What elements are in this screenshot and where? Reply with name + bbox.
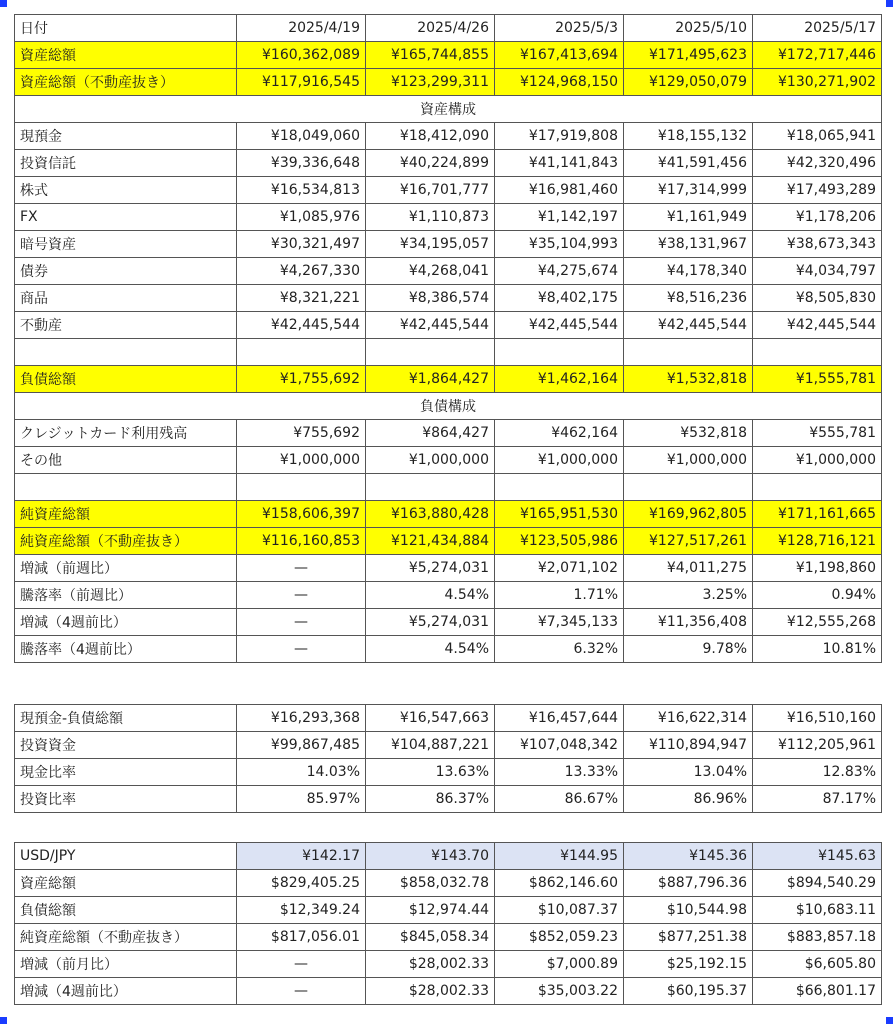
value-cell[interactable]: 6.32% xyxy=(495,636,624,663)
selection-corner-top-right[interactable] xyxy=(886,0,893,7)
header-date-cell[interactable]: 2025/5/3 xyxy=(495,15,624,42)
value-cell[interactable]: ¥4,034,797 xyxy=(753,258,882,285)
header-date-cell[interactable]: 2025/5/17 xyxy=(753,15,882,42)
value-cell[interactable]: ¥4,275,674 xyxy=(495,258,624,285)
value-cell[interactable]: ¥1,142,197 xyxy=(495,204,624,231)
value-cell[interactable]: 13.33% xyxy=(495,759,624,786)
value-cell[interactable]: ¥5,274,031 xyxy=(366,555,495,582)
row-label[interactable]: 資産総額 xyxy=(15,870,237,897)
value-cell[interactable]: $862,146.60 xyxy=(495,870,624,897)
value-cell[interactable]: ¥1,198,860 xyxy=(753,555,882,582)
liability-section-header-row xyxy=(15,393,882,420)
row-label[interactable]: 純資産総額 xyxy=(15,501,237,528)
value-cell[interactable]: $10,544.98 xyxy=(624,897,753,924)
row-label[interactable]: FX xyxy=(15,204,237,231)
empty-cell[interactable] xyxy=(495,474,624,501)
asset-row xyxy=(15,231,882,258)
usd-table xyxy=(14,842,882,1005)
value-cell[interactable]: ¥1,000,000 xyxy=(624,447,753,474)
value-cell[interactable]: $12,974.44 xyxy=(366,897,495,924)
change-row xyxy=(15,555,882,582)
empty-cell[interactable] xyxy=(495,339,624,366)
value-cell[interactable]: $28,002.33 xyxy=(366,978,495,1005)
value-cell[interactable]: ¥1,000,000 xyxy=(366,447,495,474)
value-cell[interactable]: ¥158,606,397 xyxy=(237,501,366,528)
row-label[interactable]: 現預金-負債総額 xyxy=(15,705,237,732)
value-cell[interactable]: 13.04% xyxy=(624,759,753,786)
value-cell[interactable]: $10,087.37 xyxy=(495,897,624,924)
row-label[interactable]: USD/JPY xyxy=(15,843,237,870)
usd-row xyxy=(15,978,882,1005)
value-cell[interactable]: 9.78% xyxy=(624,636,753,663)
change-row xyxy=(15,636,882,663)
value-cell[interactable]: ¥42,320,496 xyxy=(753,150,882,177)
value-cell[interactable]: ¥5,274,031 xyxy=(366,609,495,636)
empty-cell[interactable] xyxy=(753,474,882,501)
empty-cell[interactable] xyxy=(366,474,495,501)
row-label[interactable]: 負債総額 xyxy=(15,366,237,393)
row-label[interactable]: クレジットカード利用残高 xyxy=(15,420,237,447)
ratio-row xyxy=(15,786,882,813)
header-date-cell[interactable]: 2025/4/26 xyxy=(366,15,495,42)
value-cell[interactable]: ¥16,293,368 xyxy=(237,705,366,732)
empty-row xyxy=(15,339,882,366)
value-cell[interactable]: — xyxy=(237,582,366,609)
value-cell[interactable]: ¥755,692 xyxy=(237,420,366,447)
empty-cell[interactable] xyxy=(237,339,366,366)
row-label[interactable]: その他 xyxy=(15,447,237,474)
value-cell[interactable]: $852,059.23 xyxy=(495,924,624,951)
row-label[interactable]: 商品 xyxy=(15,285,237,312)
value-cell[interactable]: ¥12,555,268 xyxy=(753,609,882,636)
value-cell[interactable]: ¥1,864,427 xyxy=(366,366,495,393)
asset-row xyxy=(15,285,882,312)
value-cell[interactable]: $12,349.24 xyxy=(237,897,366,924)
value-cell[interactable]: ¥1,000,000 xyxy=(237,447,366,474)
value-cell[interactable]: ¥110,894,947 xyxy=(624,732,753,759)
net-assets-row xyxy=(15,501,882,528)
row-label[interactable]: 純資産総額（不動産抜き） xyxy=(15,528,237,555)
ratio-table xyxy=(14,704,882,813)
fx-rate-row xyxy=(15,843,882,870)
value-cell[interactable]: ¥864,427 xyxy=(366,420,495,447)
value-cell[interactable]: ¥16,457,644 xyxy=(495,705,624,732)
empty-row xyxy=(15,474,882,501)
row-label[interactable]: 資産総額 xyxy=(15,42,237,69)
asset-row xyxy=(15,150,882,177)
value-cell[interactable]: ¥42,445,544 xyxy=(495,312,624,339)
value-cell[interactable]: — xyxy=(237,555,366,582)
row-label[interactable]: 株式 xyxy=(15,177,237,204)
value-cell[interactable]: 1.71% xyxy=(495,582,624,609)
value-cell[interactable]: ¥124,968,150 xyxy=(495,69,624,96)
value-cell[interactable]: ¥462,164 xyxy=(495,420,624,447)
row-label[interactable]: 騰落率（前週比） xyxy=(15,582,237,609)
liability-row xyxy=(15,447,882,474)
empty-cell[interactable] xyxy=(624,339,753,366)
header-row xyxy=(15,15,882,42)
value-cell[interactable]: ¥1,000,000 xyxy=(753,447,882,474)
value-cell[interactable]: $60,195.37 xyxy=(624,978,753,1005)
usd-row xyxy=(15,897,882,924)
value-cell[interactable]: $28,002.33 xyxy=(366,951,495,978)
value-cell[interactable]: ¥1,532,818 xyxy=(624,366,753,393)
value-cell[interactable]: ¥16,510,160 xyxy=(753,705,882,732)
row-label[interactable]: 投資比率 xyxy=(15,786,237,813)
value-cell[interactable]: 10.81% xyxy=(753,636,882,663)
value-cell[interactable]: ¥127,517,261 xyxy=(624,528,753,555)
value-cell[interactable]: — xyxy=(237,636,366,663)
ratio-row xyxy=(15,759,882,786)
value-cell[interactable]: ¥8,516,236 xyxy=(624,285,753,312)
value-cell[interactable]: ¥38,131,967 xyxy=(624,231,753,258)
value-cell[interactable]: ¥160,362,089 xyxy=(237,42,366,69)
value-cell[interactable]: $894,540.29 xyxy=(753,870,882,897)
row-label[interactable]: 騰落率（4週前比） xyxy=(15,636,237,663)
usd-row xyxy=(15,951,882,978)
value-cell[interactable]: 86.67% xyxy=(495,786,624,813)
fx-rate-cell[interactable]: ¥145.63 xyxy=(753,843,882,870)
value-cell[interactable]: 85.97% xyxy=(237,786,366,813)
value-cell[interactable]: ¥42,445,544 xyxy=(753,312,882,339)
value-cell[interactable]: $817,056.01 xyxy=(237,924,366,951)
value-cell[interactable]: ¥129,050,079 xyxy=(624,69,753,96)
value-cell[interactable]: 0.94% xyxy=(753,582,882,609)
fx-rate-cell[interactable]: ¥145.36 xyxy=(624,843,753,870)
value-cell[interactable]: 4.54% xyxy=(366,582,495,609)
value-cell[interactable]: $6,605.80 xyxy=(753,951,882,978)
value-cell[interactable]: $883,857.18 xyxy=(753,924,882,951)
value-cell[interactable]: ¥121,434,884 xyxy=(366,528,495,555)
section-title-liability-composition[interactable]: 負債構成 xyxy=(15,393,882,420)
header-date-label[interactable]: 日付 xyxy=(15,15,237,42)
value-cell[interactable]: ¥42,445,544 xyxy=(624,312,753,339)
value-cell[interactable]: $35,003.22 xyxy=(495,978,624,1005)
empty-cell[interactable] xyxy=(237,474,366,501)
value-cell[interactable]: ¥17,919,808 xyxy=(495,123,624,150)
asset-row xyxy=(15,123,882,150)
row-label[interactable]: 資産総額（不動産抜き） xyxy=(15,69,237,96)
value-cell[interactable]: ¥2,071,102 xyxy=(495,555,624,582)
value-cell[interactable]: ¥165,744,855 xyxy=(366,42,495,69)
value-cell[interactable]: $10,683.11 xyxy=(753,897,882,924)
empty-cell[interactable] xyxy=(15,474,237,501)
value-cell[interactable]: ¥18,065,941 xyxy=(753,123,882,150)
value-cell[interactable]: ¥8,402,175 xyxy=(495,285,624,312)
value-cell[interactable]: $845,058.34 xyxy=(366,924,495,951)
row-label[interactable]: 増減（4週前比） xyxy=(15,609,237,636)
value-cell[interactable]: ¥17,493,289 xyxy=(753,177,882,204)
value-cell[interactable]: ¥1,555,781 xyxy=(753,366,882,393)
value-cell[interactable]: ¥8,321,221 xyxy=(237,285,366,312)
value-cell[interactable]: 13.63% xyxy=(366,759,495,786)
row-label[interactable]: 負債総額 xyxy=(15,897,237,924)
asset-section-header-row xyxy=(15,96,882,123)
value-cell[interactable]: ¥16,622,314 xyxy=(624,705,753,732)
row-label[interactable]: 増減（4週前比） xyxy=(15,978,237,1005)
value-cell[interactable]: ¥99,867,485 xyxy=(237,732,366,759)
value-cell[interactable]: $877,251.38 xyxy=(624,924,753,951)
empty-cell[interactable] xyxy=(624,474,753,501)
usd-row xyxy=(15,870,882,897)
value-cell[interactable]: ¥42,445,544 xyxy=(237,312,366,339)
value-cell[interactable]: ¥18,412,090 xyxy=(366,123,495,150)
asset-row xyxy=(15,312,882,339)
value-cell[interactable]: ¥123,299,311 xyxy=(366,69,495,96)
value-cell[interactable]: ¥123,505,986 xyxy=(495,528,624,555)
selection-corner-top-left[interactable] xyxy=(0,0,7,7)
value-cell[interactable]: 86.96% xyxy=(624,786,753,813)
selection-corner-bottom-right[interactable] xyxy=(886,1017,893,1024)
value-cell[interactable]: ¥130,271,902 xyxy=(753,69,882,96)
value-cell[interactable]: $25,192.15 xyxy=(624,951,753,978)
row-label[interactable]: 債券 xyxy=(15,258,237,285)
value-cell[interactable]: ¥104,887,221 xyxy=(366,732,495,759)
header-date-cell[interactable]: 2025/5/10 xyxy=(624,15,753,42)
row-label[interactable]: 不動産 xyxy=(15,312,237,339)
value-cell[interactable]: ¥4,268,041 xyxy=(366,258,495,285)
value-cell[interactable]: ¥128,716,121 xyxy=(753,528,882,555)
value-cell[interactable]: 4.54% xyxy=(366,636,495,663)
header-date-cell[interactable]: 2025/4/19 xyxy=(237,15,366,42)
value-cell[interactable]: ¥532,818 xyxy=(624,420,753,447)
value-cell[interactable]: ¥169,962,805 xyxy=(624,501,753,528)
value-cell[interactable]: — xyxy=(237,609,366,636)
value-cell[interactable]: ¥165,951,530 xyxy=(495,501,624,528)
total-assets-row xyxy=(15,42,882,69)
value-cell[interactable]: ¥40,224,899 xyxy=(366,150,495,177)
value-cell[interactable]: ¥4,011,275 xyxy=(624,555,753,582)
value-cell[interactable]: 86.37% xyxy=(366,786,495,813)
value-cell[interactable]: ¥117,916,545 xyxy=(237,69,366,96)
fx-rate-cell[interactable]: ¥143.70 xyxy=(366,843,495,870)
value-cell[interactable]: ¥42,445,544 xyxy=(366,312,495,339)
asset-row xyxy=(15,258,882,285)
value-cell[interactable]: 87.17% xyxy=(753,786,882,813)
value-cell[interactable]: ¥163,880,428 xyxy=(366,501,495,528)
fx-rate-cell[interactable]: ¥144.95 xyxy=(495,843,624,870)
value-cell[interactable]: ¥18,155,132 xyxy=(624,123,753,150)
total-liabilities-row xyxy=(15,366,882,393)
value-cell[interactable]: ¥172,717,446 xyxy=(753,42,882,69)
value-cell[interactable]: ¥8,386,574 xyxy=(366,285,495,312)
net-assets-ex-re-row xyxy=(15,528,882,555)
value-cell[interactable]: ¥1,110,873 xyxy=(366,204,495,231)
usd-row xyxy=(15,924,882,951)
value-cell[interactable]: ¥4,267,330 xyxy=(237,258,366,285)
value-cell[interactable]: $66,801.17 xyxy=(753,978,882,1005)
liability-row xyxy=(15,420,882,447)
value-cell[interactable]: ¥41,591,456 xyxy=(624,150,753,177)
row-label[interactable]: 投資信託 xyxy=(15,150,237,177)
row-label[interactable]: 純資産総額（不動産抜き） xyxy=(15,924,237,951)
value-cell[interactable]: ¥39,336,648 xyxy=(237,150,366,177)
value-cell[interactable]: ¥7,345,133 xyxy=(495,609,624,636)
value-cell[interactable]: ¥30,321,497 xyxy=(237,231,366,258)
value-cell[interactable]: ¥1,000,000 xyxy=(495,447,624,474)
value-cell[interactable]: ¥11,356,408 xyxy=(624,609,753,636)
row-label[interactable]: 現金比率 xyxy=(15,759,237,786)
value-cell[interactable]: — xyxy=(237,978,366,1005)
value-cell[interactable]: ¥4,178,340 xyxy=(624,258,753,285)
value-cell[interactable]: ¥8,505,830 xyxy=(753,285,882,312)
fx-rate-cell[interactable]: ¥142.17 xyxy=(237,843,366,870)
row-label[interactable]: 暗号資産 xyxy=(15,231,237,258)
value-cell[interactable]: ¥171,161,665 xyxy=(753,501,882,528)
value-cell[interactable]: ¥1,178,206 xyxy=(753,204,882,231)
value-cell[interactable]: ¥1,462,164 xyxy=(495,366,624,393)
value-cell[interactable]: ¥171,495,623 xyxy=(624,42,753,69)
value-cell[interactable]: ¥1,085,976 xyxy=(237,204,366,231)
value-cell[interactable]: ¥16,534,813 xyxy=(237,177,366,204)
value-cell[interactable]: 3.25% xyxy=(624,582,753,609)
value-cell[interactable]: ¥18,049,060 xyxy=(237,123,366,150)
value-cell[interactable]: $829,405.25 xyxy=(237,870,366,897)
value-cell[interactable]: ¥17,314,999 xyxy=(624,177,753,204)
change-row xyxy=(15,582,882,609)
value-cell[interactable]: ¥555,781 xyxy=(753,420,882,447)
row-label[interactable]: 投資資金 xyxy=(15,732,237,759)
row-label[interactable]: 増減（前週比） xyxy=(15,555,237,582)
asset-row xyxy=(15,204,882,231)
value-cell[interactable]: ¥16,981,460 xyxy=(495,177,624,204)
value-cell[interactable]: ¥112,205,961 xyxy=(753,732,882,759)
value-cell[interactable]: 12.83% xyxy=(753,759,882,786)
value-cell[interactable]: ¥16,547,663 xyxy=(366,705,495,732)
value-cell[interactable]: ¥1,755,692 xyxy=(237,366,366,393)
change-row xyxy=(15,609,882,636)
main-asset-table xyxy=(14,14,882,663)
ratio-row xyxy=(15,705,882,732)
value-cell[interactable]: ¥16,701,777 xyxy=(366,177,495,204)
empty-cell[interactable] xyxy=(366,339,495,366)
value-cell[interactable]: ¥167,413,694 xyxy=(495,42,624,69)
value-cell[interactable]: ¥38,673,343 xyxy=(753,231,882,258)
value-cell[interactable]: $858,032.78 xyxy=(366,870,495,897)
value-cell[interactable]: ¥1,161,949 xyxy=(624,204,753,231)
value-cell[interactable]: ¥107,048,342 xyxy=(495,732,624,759)
section-title-asset-composition[interactable]: 資産構成 xyxy=(15,96,882,123)
selection-corner-bottom-left[interactable] xyxy=(0,1017,7,1024)
empty-cell[interactable] xyxy=(15,339,237,366)
row-label[interactable]: 増減（前月比） xyxy=(15,951,237,978)
asset-row xyxy=(15,177,882,204)
value-cell[interactable]: $887,796.36 xyxy=(624,870,753,897)
row-label[interactable]: 現預金 xyxy=(15,123,237,150)
empty-cell[interactable] xyxy=(753,339,882,366)
value-cell[interactable]: 14.03% xyxy=(237,759,366,786)
value-cell[interactable]: — xyxy=(237,951,366,978)
ratio-row xyxy=(15,732,882,759)
total-assets-ex-re-row xyxy=(15,69,882,96)
value-cell[interactable]: ¥41,141,843 xyxy=(495,150,624,177)
value-cell[interactable]: ¥116,160,853 xyxy=(237,528,366,555)
value-cell[interactable]: ¥35,104,993 xyxy=(495,231,624,258)
value-cell[interactable]: $7,000.89 xyxy=(495,951,624,978)
value-cell[interactable]: ¥34,195,057 xyxy=(366,231,495,258)
